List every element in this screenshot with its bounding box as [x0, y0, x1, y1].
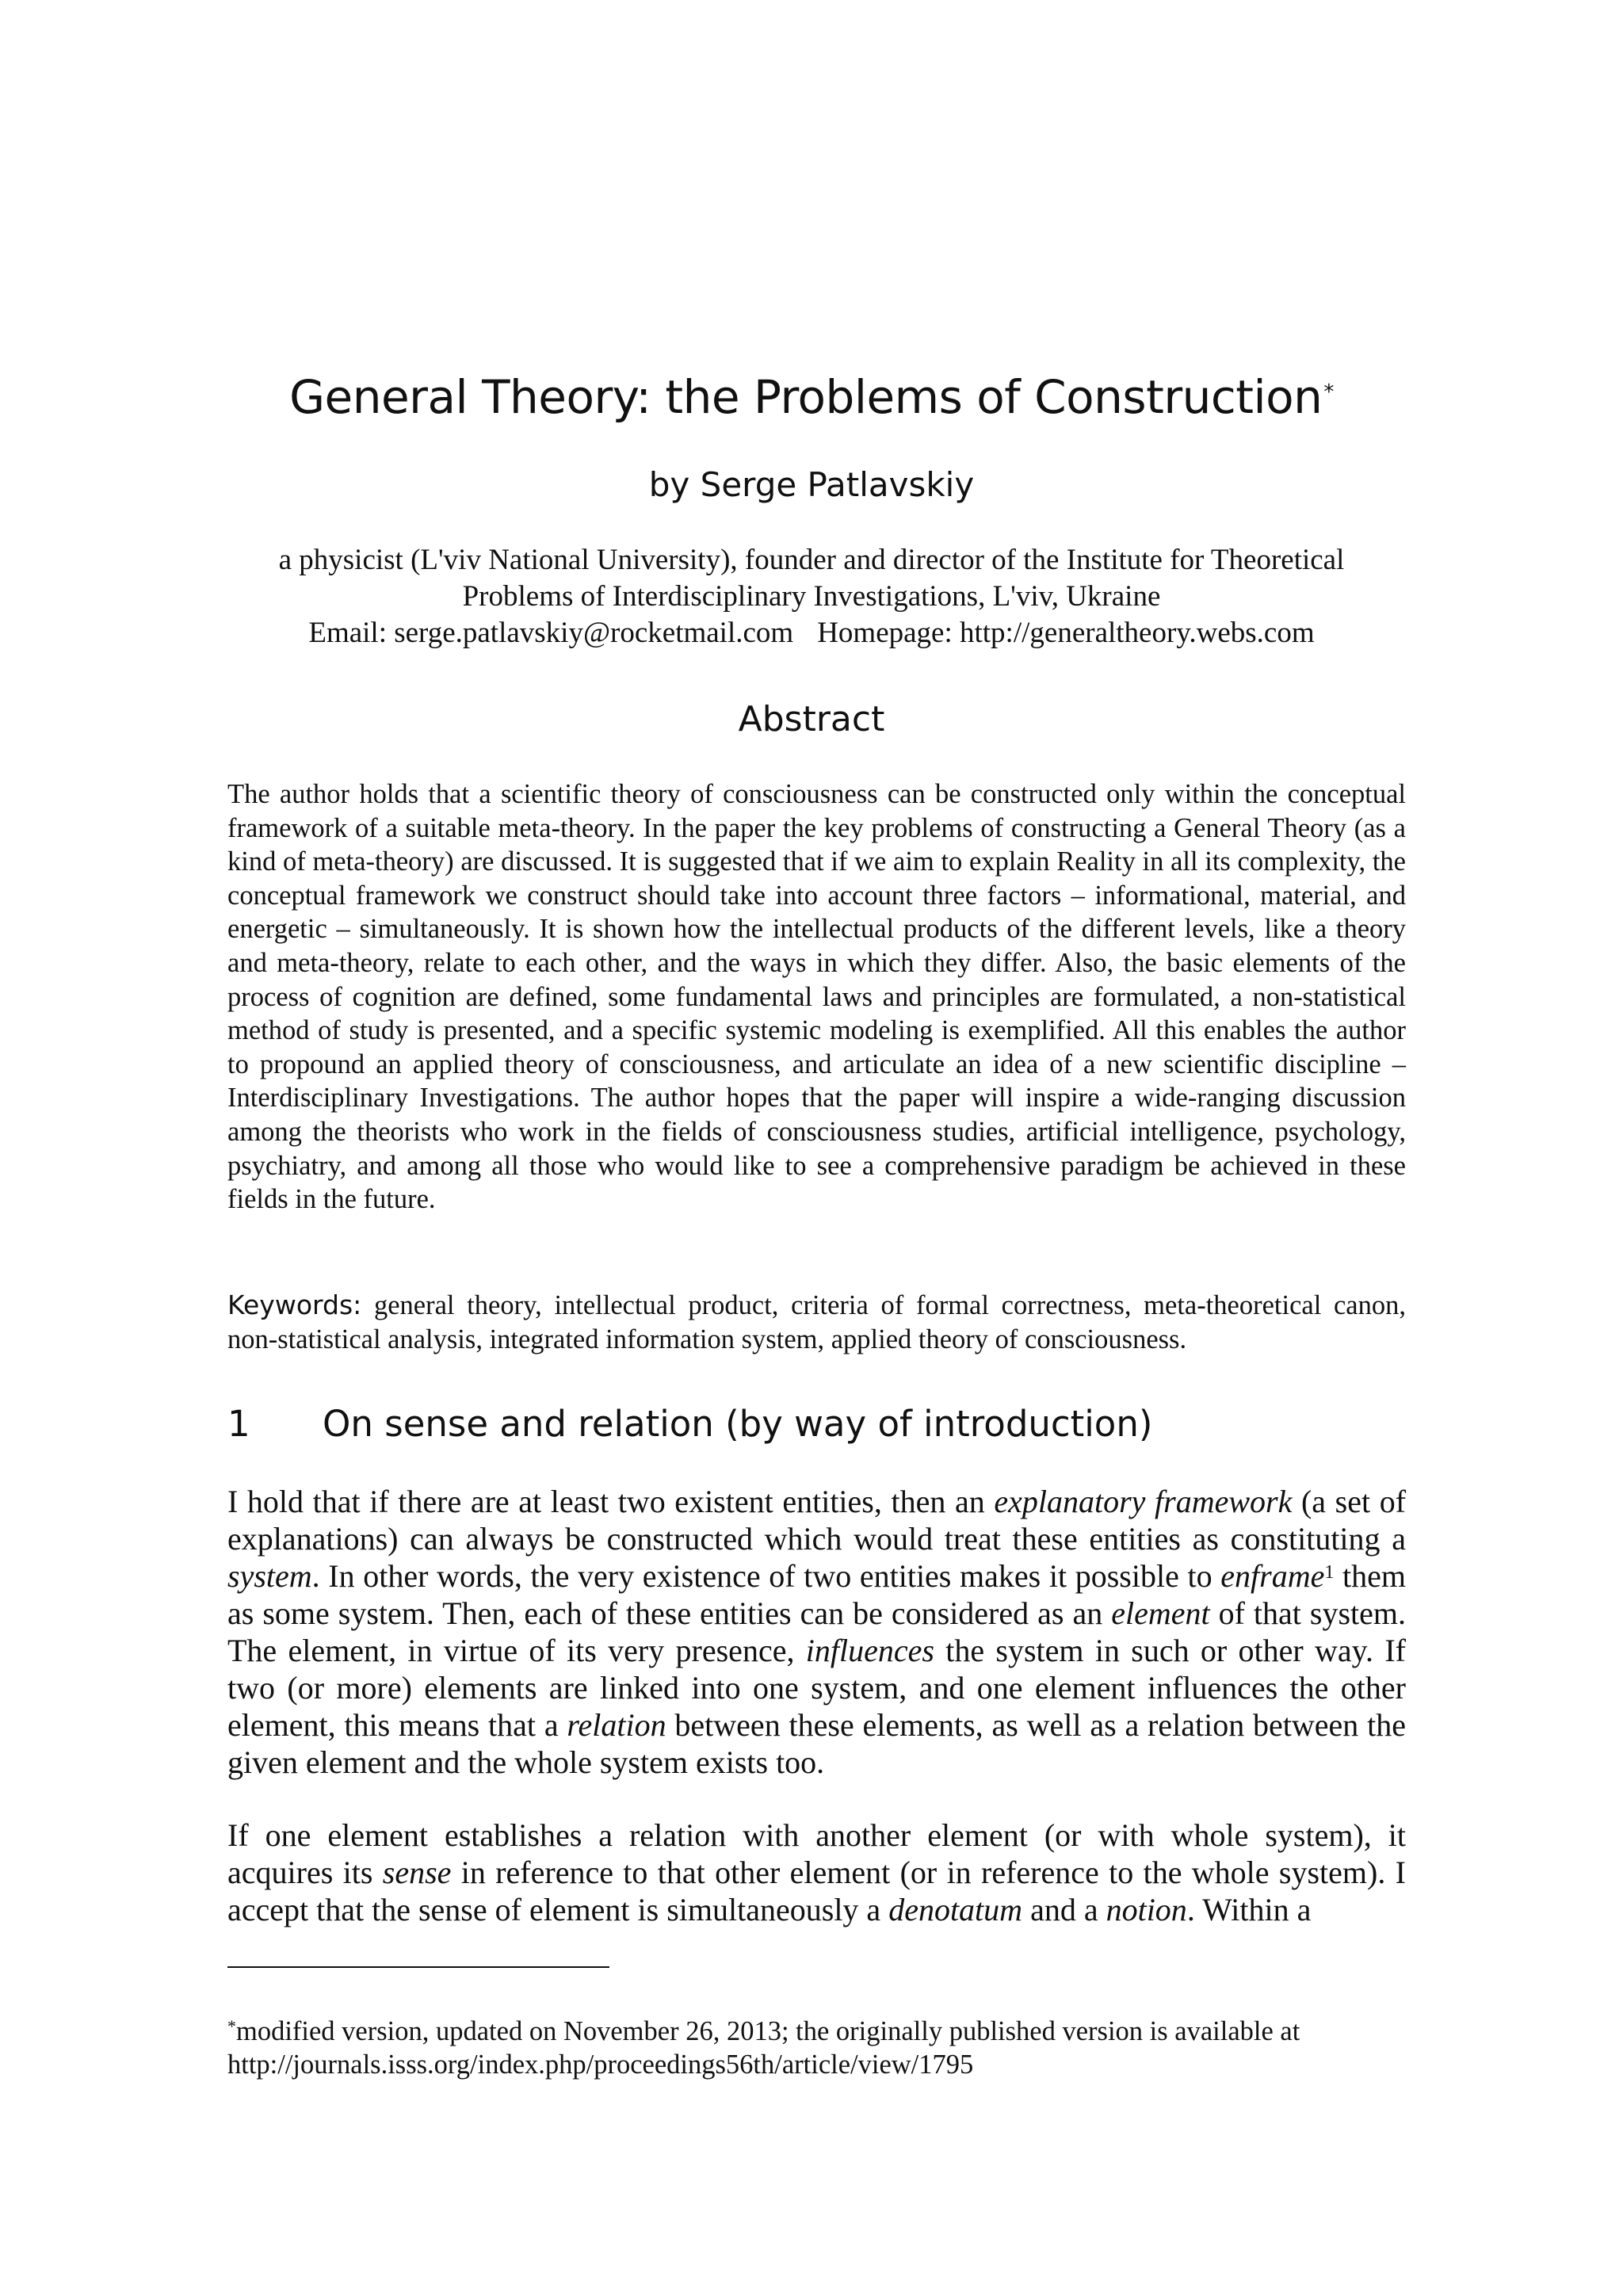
section-1-title: On sense and relation (by way of introduction)	[323, 1403, 1153, 1445]
para2-text-3: and a	[1022, 1892, 1106, 1927]
abstract-body: The author holds that a scientific theory of consciousness can be constructed only within the conceptual framework of a suitable meta-theory. In the paper the key problems of constructing a General Theory (as a kind of meta-theory) are discussed. It is suggested that if we aim to explain Reality in all its complexity, the conceptual framework we construct should take into account three factors – informational, material, and energetic – simultaneously. It is shown how the intellectual products of the different levels, like a theory and meta-theory, relate to each other, and the ways in which they differ. Also, the basic elements of the process of cognition are defined, some fundamental laws and principles are formulated, a non-statistical method of study is presented, and a specific systemic modeling is exemplified. All this enables the author to propound an applied theory of consciousness, and articulate an idea of a new scientific discipline – Interdisciplinary Investigations. The author hopes that the paper will inspire a wide-ranging discussion among the theorists who work in the fields of consciousness studies, artificial intelligence, psychology, psychiatry, and among all those who would like to see a comprehensive paradigm be achieved in these fields in the future.	[227, 779, 1406, 1215]
para1-text-5: of that system. The element, in virtue of its very presence,	[227, 1595, 1406, 1668]
para1-emph-explanatory-framework: explanatory framework	[994, 1484, 1293, 1519]
footnote	[227, 2015, 1406, 2081]
affiliation-line-1: a physicist (L'viv National University), founder and director of the Institute for Theoretical	[278, 544, 1345, 576]
author-homepage: Homepage: http://generaltheory.webs.com	[817, 617, 1315, 649]
abstract-heading: Abstract	[738, 699, 885, 739]
author-email: Email: serge.patlavskiy@rocketmail.com	[308, 617, 794, 649]
keywords-label: Keywords:	[227, 1289, 362, 1320]
para1-text-3: . In other words, the very existence of two entities makes it possible to	[311, 1558, 1221, 1594]
affiliation-line-2: Problems of Interdisciplinary Investigations, L'viv, Ukraine	[462, 580, 1161, 613]
para2-emph-denotatum: denotatum	[888, 1892, 1023, 1927]
para2-text-1: If one element establishes a relation with another element (or with whole system), it acquires its	[227, 1817, 1406, 1890]
para1-emph-influences: influences	[805, 1633, 934, 1668]
section-1-paragraph-2	[227, 1817, 1406, 1928]
author-byline: by Serge Patlavskiy	[648, 465, 975, 504]
section-1-heading	[227, 1400, 1406, 1448]
keywords-text: general theory, intellectual product, criteria of formal correctness, meta-theoretical canon, non-statistical analysis, integrated information system, applied theory of consciousness.	[227, 1290, 1406, 1354]
footnote-ref-1: 1	[1324, 1562, 1335, 1583]
keywords	[227, 1288, 1406, 1357]
para2-text-4: . Within a	[1186, 1892, 1312, 1927]
para2-text-2: in reference to that other element (or in reference to the whole system). I accept that the sense of element is simultaneously a	[227, 1855, 1406, 1927]
paper-title-text: General Theory: the Problems of Construction	[289, 370, 1323, 424]
footnote-text: modified version, updated on November 26, 2013; the originally published version is available at	[236, 2016, 1300, 2046]
para1-emph-element: element	[1111, 1595, 1210, 1631]
para1-emph-relation: relation	[567, 1707, 666, 1743]
para1-text-7: between these elements, as well as a relation between the given element and the whole system exists too.	[227, 1707, 1406, 1780]
para2-emph-sense: sense	[382, 1855, 452, 1890]
author-affiliation	[198, 542, 1425, 651]
para2-emph-notion: notion	[1106, 1892, 1187, 1927]
para1-text-6: the system in such or other way. If two (or more) elements are linked into one system, and one element influences the other element, this means that a	[227, 1633, 1407, 1743]
para1-emph-enframe: enframe	[1220, 1558, 1325, 1594]
section-1-number: 1	[227, 1403, 250, 1445]
para1-text-1: I hold that if there are at least two existent entities, then an	[227, 1484, 995, 1519]
para1-text-4: them as some system. Then, each of these entities can be considered as an	[227, 1558, 1406, 1631]
title-footnote-marker: *	[1323, 380, 1334, 404]
footnote-marker: *	[227, 2016, 236, 2036]
para1-text-2: (a set of explanations) can always be constructed which would treat these entities as constituting a	[227, 1484, 1407, 1557]
para1-emph-system: system	[227, 1558, 312, 1594]
footnote-divider	[227, 1966, 609, 1968]
section-1-paragraph-1	[227, 1483, 1406, 1781]
footnote-url: http://journals.isss.org/index.php/proceedings56th/article/view/1795	[227, 2050, 974, 2080]
paper-title	[0, 369, 1623, 425]
